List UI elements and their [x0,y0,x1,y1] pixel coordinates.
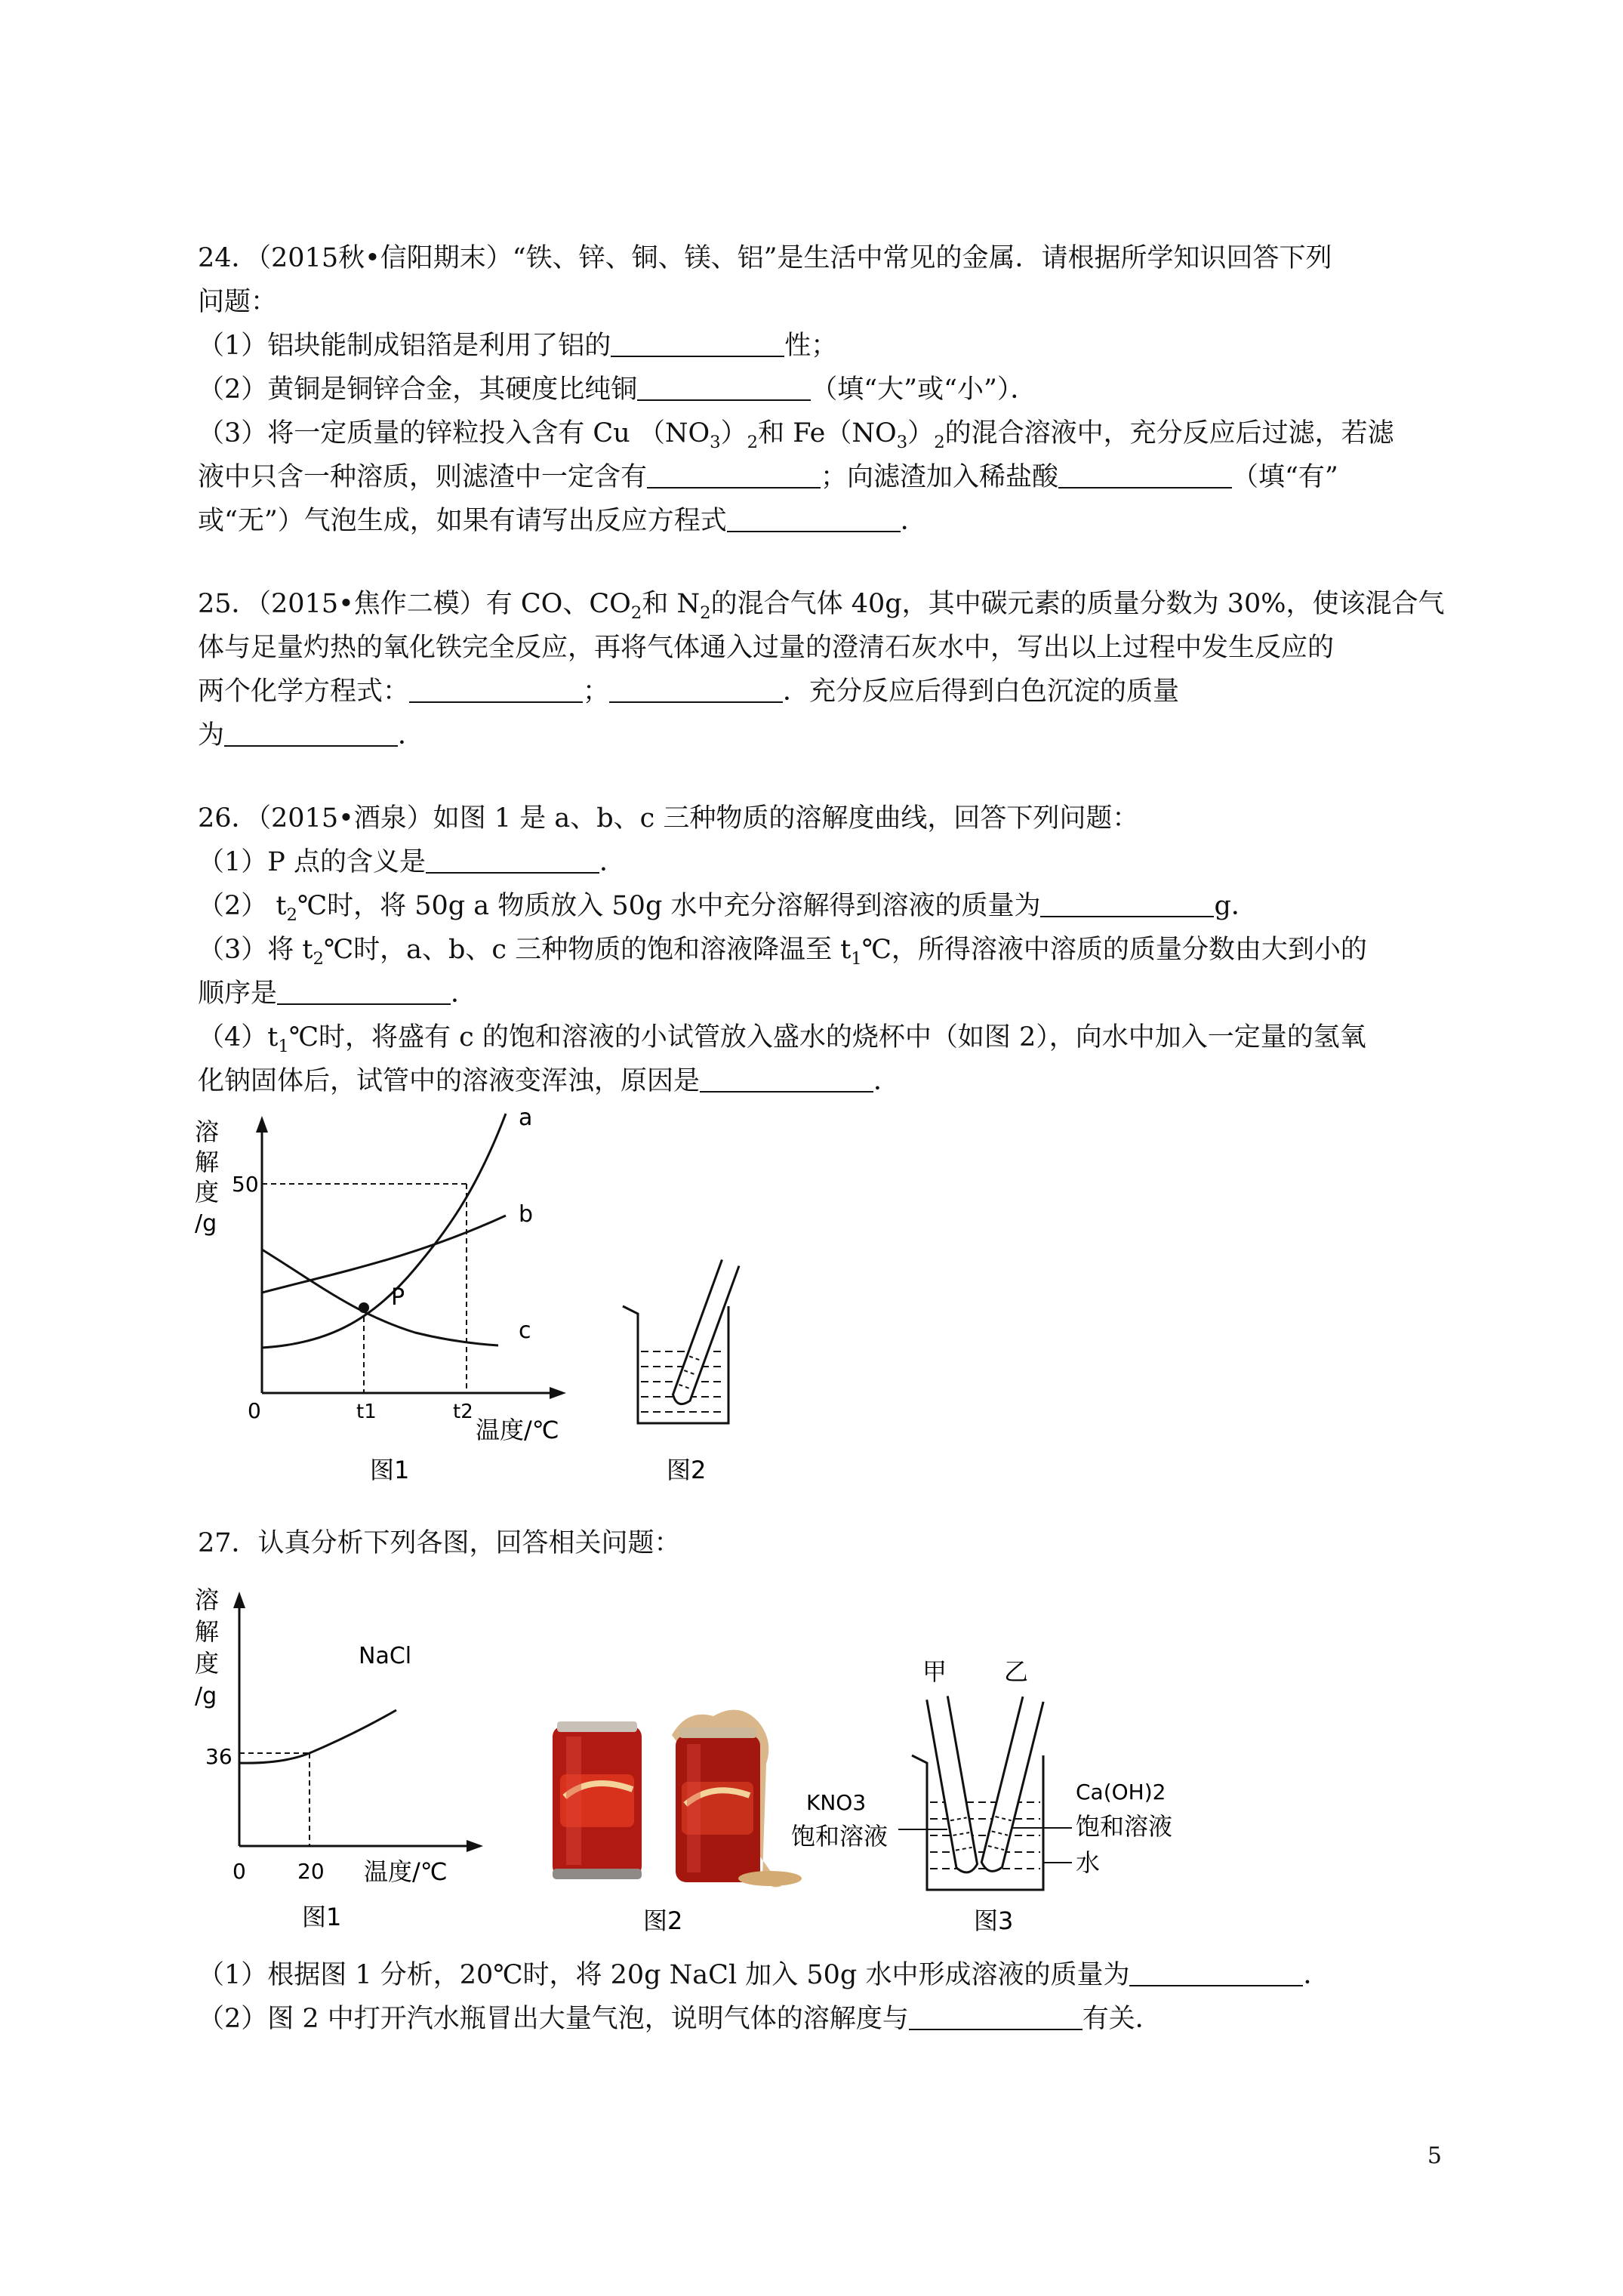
answer-blank[interactable] [277,978,451,1005]
y-axis-label-4: /g [195,1210,217,1237]
q24-part-3-cont: 液中只含一种溶质，则滤渣中一定含有 ；向滤渣加入稀盐酸 （填“有” [198,462,1338,492]
origin-label: 0 [248,1398,261,1423]
y-tick-50: 50 [232,1172,259,1197]
page-number: 5 [1427,2143,1442,2169]
q24-part-2: （2）黄铜是铜锌合金，其硬度比纯铜 （填“大”或“小”）． [198,374,1037,405]
q26-part-4-cont: 化钠固体后，试管中的溶液变浑浊，原因是 ． [198,1066,901,1096]
y-axis-label-1: 溶 [195,1586,220,1614]
figure-caption: 图3 [974,1906,1014,1935]
q24-part-3: （3）将一定质量的锌粒投入含有 Cu $(NO_3)_2$和 $Fe(NO_3)_2$的混合溶液中，充分反应后过滤，若滤 [198,418,1394,452]
curve-label: NaCl [359,1643,412,1669]
x-tick-t2: t2 [453,1401,473,1423]
y-axis-label-3: 度 [195,1649,220,1678]
test-tube-jia [927,1696,978,1874]
x-tick-t1: t1 [356,1401,377,1423]
q24-part-3-end: 或“无”）气泡生成，如果有请写出反应方程式 ． [198,506,927,536]
q26-beaker-figure [615,1246,789,1495]
answer-blank[interactable] [611,330,784,357]
figure-caption: 图1 [302,1903,342,1931]
label-kno3: KNO3 [806,1790,867,1815]
figure-caption: 图2 [667,1456,707,1484]
answer-blank[interactable] [1040,890,1214,917]
y-axis-label-4: /g [195,1683,217,1709]
q26-part-3-cont: 顺序是 ． [198,978,478,1009]
y-axis-label-2: 解 [195,1617,220,1646]
figure-caption: 图1 [370,1456,410,1484]
q24-line-1: 24．（2015秋•信阳期末）“铁、锌、铜、镁、铝”是生活中常见的金属．请根据所学知识回答下列 [198,243,1332,273]
answer-blank[interactable] [647,461,821,488]
q24-line-2: 问题： [198,287,278,317]
q25-line-3: 两个化学方程式： ； ．充分反应后得到白色沉淀的质量 [198,676,1180,707]
soda-can-open [672,1710,802,1888]
q25-line-4: 为 ． [198,720,425,750]
answer-blank[interactable] [909,2003,1083,2030]
y-tick-36: 36 [205,1744,233,1769]
q26-part-2: （2） $t_2℃$时，将 50g a 物质放入 50g 水中充分溶解得到溶液的质量为 g． [198,891,1258,925]
x-tick-20: 20 [297,1859,325,1884]
answer-blank[interactable] [700,1065,873,1093]
q26-line-1: 26．（2015•酒泉）如图 1 是 a、b、c 三种物质的溶解度曲线，回答下列问题： [198,803,1139,834]
answer-blank[interactable] [1058,461,1232,488]
q25-line-2: 体与足量灼热的氧化铁完全反应，再将气体通入过量的澄清石灰水中，写出以上过程中发生反应的 [198,633,1335,663]
x-axis-arrow [467,1840,483,1852]
q27-two-tubes-figure [785,1650,1208,1940]
q24-part-1: （1）铝块能制成铝箔是利用了铝的 性； [198,331,838,361]
label-caoh2: Ca(OH)2 [1076,1780,1166,1804]
label-a: a [519,1105,533,1131]
answer-blank[interactable] [224,720,398,747]
y-axis-arrow [233,1592,245,1608]
x-axis-label: 温度/℃ [476,1416,559,1444]
q27-nacl-graph [189,1578,506,1940]
answer-blank[interactable] [727,505,901,532]
q26-part-3: （3）将 $t_2℃$时，a、b、c 三种物质的饱和溶液降温至 $t_1℃$，所得溶液中溶质的质量分数由大到小的 [198,935,1367,969]
label-c: c [519,1318,531,1344]
label-water: 水 [1076,1848,1101,1877]
q25-line-1: 25．（2015•焦作二模）有 CO、$CO_2$和 $N_2$的混合气体 40g，其中碳元素的质量分数为 30%，使该混合气 [198,589,1445,623]
q26-solubility-graph [189,1102,581,1495]
q26-part-1: （1）P 点的含义是 ． [198,847,626,877]
answer-blank[interactable] [426,846,599,874]
answer-blank[interactable] [409,676,583,703]
label-yi: 乙 [1004,1657,1029,1686]
curve-c [262,1250,498,1345]
answer-blank[interactable] [1129,1959,1303,1986]
q26-part-4: $(4)t_1℃$时，将盛有 c 的饱和溶液的小试管放入盛水的烧杯中（如图 2），向水中加入一定量的氢氧 [198,1022,1366,1056]
answer-blank[interactable] [637,374,811,401]
q27-part-2: （2）图 2 中打开汽水瓶冒出大量气泡，说明气体的溶解度与 有关． [198,2004,1162,2034]
y-axis-label-3: 度 [195,1178,220,1207]
y-axis-label-2: 解 [195,1148,220,1176]
y-axis-arrow [256,1116,268,1133]
nacl-curve [239,1710,396,1763]
label-kno3-solution: 饱和溶液 [791,1822,888,1851]
label-b: b [519,1201,534,1228]
figure-caption: 图2 [643,1906,683,1935]
test-tube-yi [980,1697,1043,1873]
x-axis-label: 温度/℃ [364,1857,448,1886]
curve-b [262,1216,506,1293]
point-p [359,1302,369,1313]
label-p: P [391,1284,405,1311]
origin-label: 0 [233,1859,246,1884]
soda-can-closed [553,1721,642,1879]
x-axis-arrow [550,1387,566,1399]
q27-soda-can-figure [544,1699,815,1940]
y-axis-label-1: 溶 [195,1117,220,1146]
q27-line-1: 27．认真分析下列各图，回答相关问题： [198,1528,681,1558]
label-jia: 甲 [922,1657,947,1686]
answer-blank[interactable] [609,676,783,703]
q27-part-1: （1）根据图 1 分析，20℃时，将 20g NaCl 加入 50g 水中形成溶液的质量为 ． [198,1960,1330,1990]
label-caoh2-solution: 饱和溶液 [1076,1812,1173,1841]
